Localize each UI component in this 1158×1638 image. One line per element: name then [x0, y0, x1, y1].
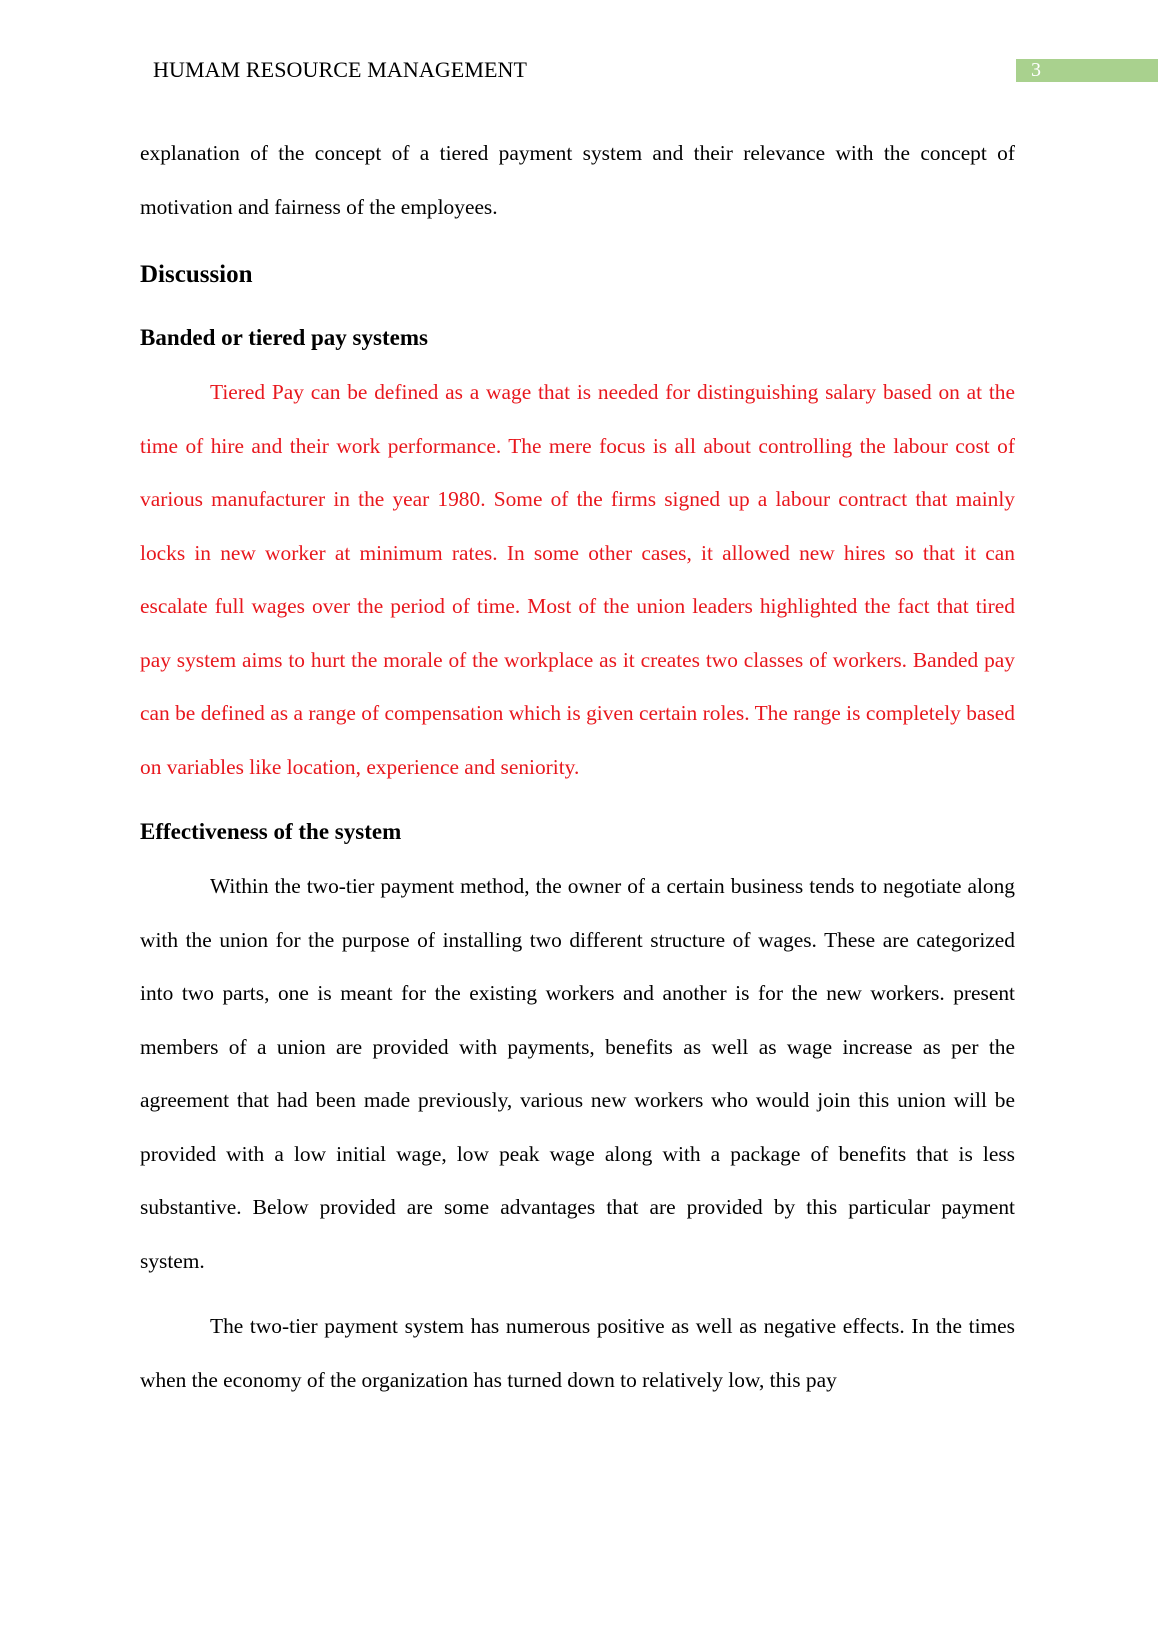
- effectiveness-paragraph-1: Within the two-tier payment method, the owner of a certain business tends to negotiate along with the union for the purpose of installing two different structure of wages. These are categorized into two parts, one is meant for the existing workers and another is for the new workers. present members of a union are provided with payments, benefits as well as wage increase as per the agreement that had been made previously, various new workers who would join this union will be provided with a low initial wage, low peak wage along with a package of benefits that is less substantive. Below provided are some advantages that are provided by this particular payment system.: [140, 874, 1015, 1273]
- subsection-heading-effectiveness: Effectiveness of the system: [140, 819, 402, 844]
- running-header-title: HUMAM RESOURCE MANAGEMENT: [153, 57, 528, 82]
- subsection-heading-tiered-pay: Banded or tiered pay systems: [140, 325, 428, 350]
- document-body: [140, 127, 1015, 1407]
- intro-paragraph: explanation of the concept of a tiered payment system and their relevance with the concept of motivation and fairness of the employees.: [140, 141, 1015, 219]
- section-heading-discussion: Discussion: [140, 261, 253, 288]
- tiered-pay-paragraph: Tiered Pay can be defined as a wage that is needed for distinguishing salary based on at the time of hire and their work performance. The mere focus is all about controlling the labour cost of various manufacturer in the year 1980. Some of the firms signed up a labour contract that mainly locks in new worker at minimum rates. In some other cases, it allowed new hires so that it can escalate full wages over the period of time. Most of the union leaders highlighted the fact that tired pay system aims to hurt the morale of the workplace as it creates two classes of workers. Banded pay can be defined as a range of compensation which is given certain roles. The range is completely based on variables like location, experience and seniority.: [140, 380, 1015, 779]
- page-number-badge: 3: [1016, 59, 1158, 82]
- effectiveness-paragraph-2: The two-tier payment system has numerous positive as well as negative effects. In the times when the economy of the organization has turned down to relatively low, this pay: [140, 1314, 1015, 1392]
